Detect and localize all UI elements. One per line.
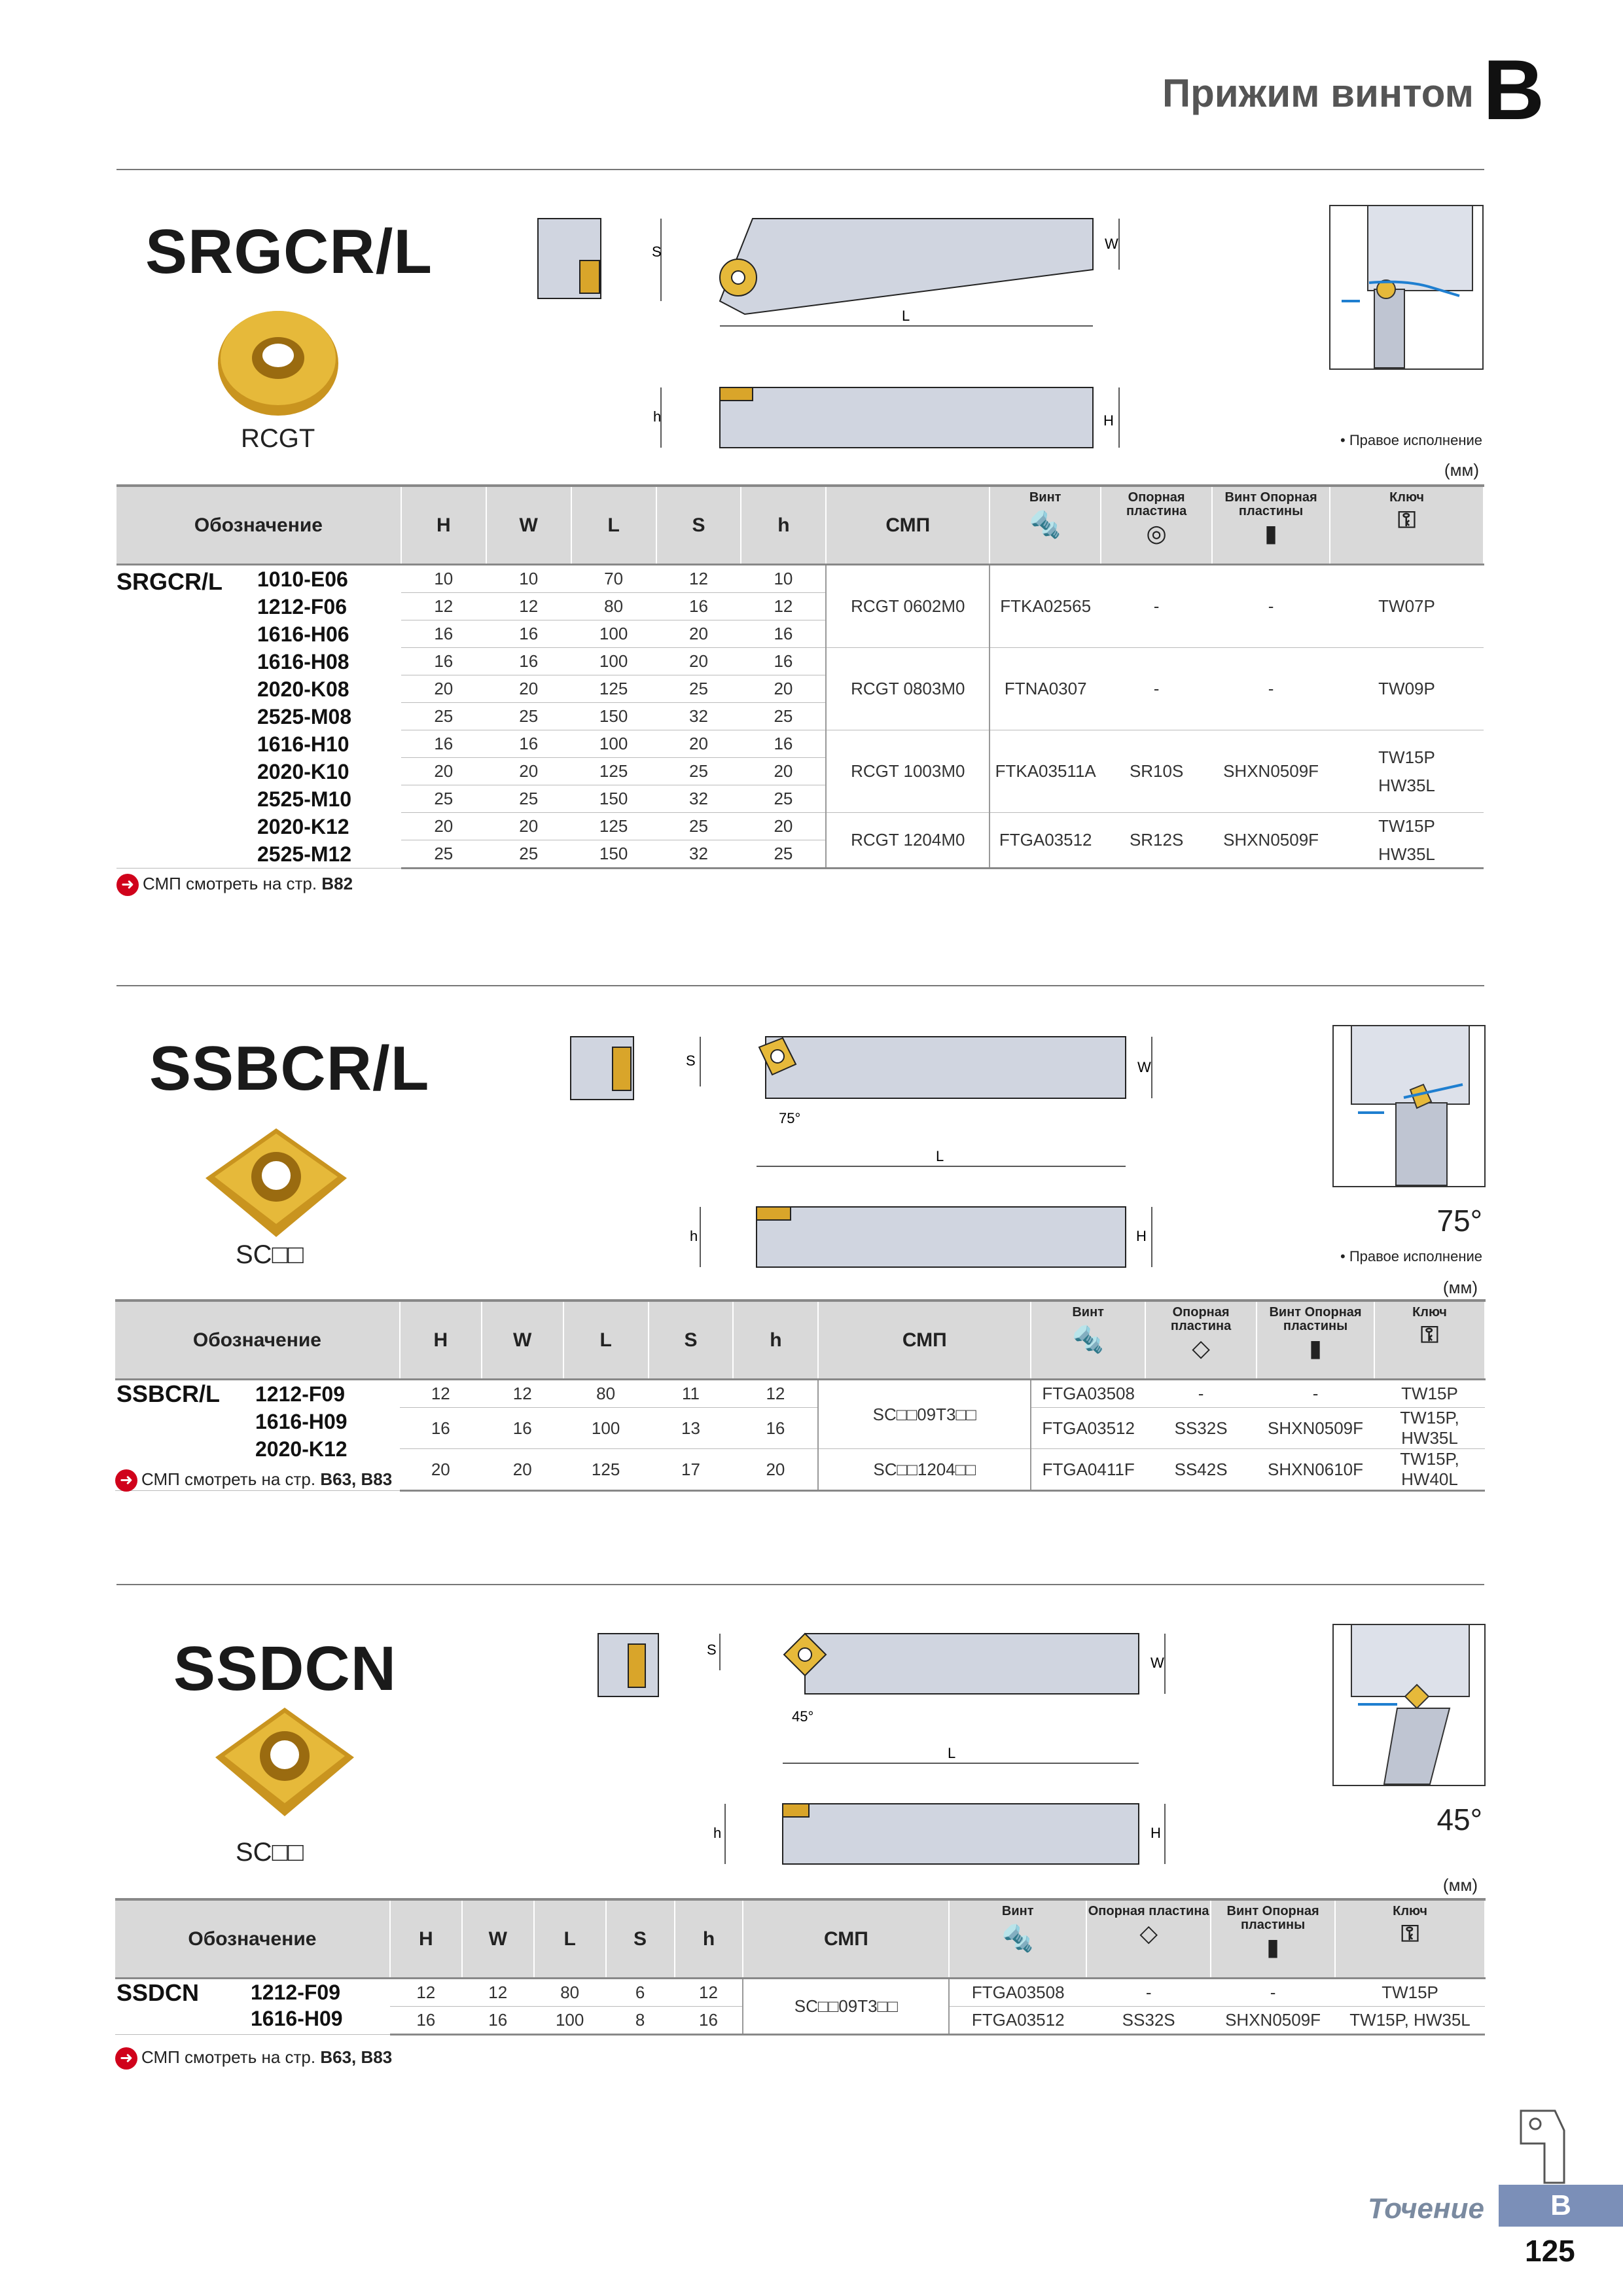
divider [116, 169, 1484, 170]
section-letter: B [1483, 42, 1544, 137]
execution-note: • Правое исполнение [1340, 432, 1482, 448]
dim-w-label: W [1105, 236, 1118, 252]
insert-label: SC□□ [236, 1838, 304, 1867]
designation: 1616-H06 [257, 622, 349, 646]
seat-plate-icon: ◎ [1146, 520, 1167, 547]
dim-w-label: W [1150, 1655, 1164, 1671]
designation: 2020-K10 [257, 760, 349, 783]
designation: 2020-K12 [257, 815, 349, 838]
spec-table-ssdcn: Обозначение H W L S h СМП Винт 🔩 Опорная пластина ◇ Винт Опорная пластины ▮ Ключ ⚿ SSDCN 1212-F09 1616-H09 12 12 80 6 12 SC□□09T3□□ FTGA03508 - - TW15P 16 16 100 8 16 FTGA03512 SS32S SHXN0509F TW15P, HW35L [115, 1898, 1486, 2036]
screw-icon: 🔩 [1029, 511, 1062, 539]
designation: 2020-K08 [257, 677, 349, 701]
designation: 2525-M10 [257, 787, 352, 811]
application-diagram-ssdcn [1332, 1623, 1486, 1787]
insert-label: RCGT [241, 424, 315, 453]
insert-reference[interactable]: ➜ СМП смотреть на стр. B82 [116, 874, 353, 896]
dim-h-label: h [690, 1228, 698, 1244]
dim-s-label: S [652, 243, 662, 260]
col-S: S [656, 486, 741, 565]
arrow-right-icon: ➜ [115, 2047, 137, 2070]
col-seat: Опорная пластина ◇ [1086, 1899, 1211, 1979]
series-label: SRGCR/L [116, 568, 223, 595]
approach-angle: 75° [1436, 1204, 1482, 1238]
insert-image-rcgt [213, 298, 344, 422]
holder-drawing-ssbcr [563, 1028, 1178, 1276]
col-seat-screw: Винт Опорная пластины ▮ [1257, 1300, 1374, 1380]
insert-code: SC□□09T3□□ [743, 1979, 949, 2035]
series-label: SSDCN [116, 1979, 200, 2006]
application-diagram-srgcr [1329, 204, 1486, 372]
application-diagram-ssbcr [1332, 1024, 1486, 1188]
col-H: H [390, 1899, 462, 1979]
col-screw: Винт 🔩 [1031, 1300, 1145, 1380]
arrow-right-icon: ➜ [116, 874, 139, 896]
angle-label: 75° [779, 1110, 801, 1126]
spec-table-srgcr: Обозначение H W L S h СМП Винт 🔩 Опорная пластина ◎ Винт Опорная пластины ▮ Ключ ⚿ SRGCR/L 1010-E06 1212-F06 1616-H06 1616-H08 2020-K08 2525-M08 1616-H10 2020-K10 2525-M10 2020-K12 2525-M12 10 10 70 12 10 RCGT 0602M0 FTKA02565 - - TW07P 12 12 80 16 12 16 16 100 20 16 16 16 100 20 16 RCGT 0803M0 FTNA0307 - - TW09P 20 20 125 25 20 25 25 150 32 25 16 16 100 20 16 RCGT 1003M0 FTKA03511A SR10S SHXN0509F TW15P HW35L 20 20 125 25 20 25 25 150 32 25 20 20 125 25 20 RCGT 1204M0 FTGA03512 SR12S SHXN0509F TW15P HW35L 25 25 150 32 25 [116, 484, 1484, 869]
unit-label: (мм) [1442, 1278, 1478, 1297]
dim-H-label: H [1150, 1825, 1161, 1841]
designation: 1212-F06 [257, 595, 347, 619]
insert-reference[interactable]: ➜ СМП смотреть на стр. B63, B83 [115, 2047, 392, 2070]
col-H: H [401, 486, 486, 565]
col-seat-screw: Винт Опорная пластины ▮ [1212, 486, 1330, 565]
spec-table-ssbcr: Обозначение H W L S h СМП Винт 🔩 Опорная пластина ◇ Винт Опорная пластины ▮ Ключ ⚿ SSBCR/L 1212-F09 1616-H09 2020-K12 12 12 80 11 12 SC□□09T3□□ FTGA03508 - - TW15P 16 16 100 13 16 FTGA03512 SS32S SHXN0509F TW15P, HW35L 20 20 125 17 20 SC□□1204□□ FTGA0411F SS42S SHXN0610F TW15P, HW40L [115, 1299, 1486, 1492]
screw-icon: 🔩 [1071, 1325, 1105, 1354]
designation: 1616-H09 [255, 1410, 348, 1433]
insert-code: RCGT 1003M0 [826, 730, 990, 813]
col-L: L [534, 1899, 606, 1979]
dim-s-label: S [686, 1052, 696, 1069]
dim-H-label: H [1136, 1228, 1147, 1244]
col-designation: Обозначение [115, 1300, 400, 1380]
col-insert: СМП [818, 1300, 1031, 1380]
key-icon: ⚿ [1400, 1920, 1419, 1946]
col-insert: СМП [826, 486, 990, 565]
col-L: L [571, 486, 656, 565]
designation: 2525-M12 [257, 842, 352, 866]
angle-label: 45° [792, 1708, 814, 1725]
designation: 2020-K12 [255, 1437, 348, 1461]
col-designation: Обозначение [115, 1899, 390, 1979]
holder-drawing-ssdcn [589, 1624, 1191, 1873]
insert-code: SC□□1204□□ [818, 1449, 1031, 1491]
series-label: SSBCR/L [116, 1380, 221, 1407]
col-key: Ключ ⚿ [1335, 1899, 1485, 1979]
col-h: h [733, 1300, 818, 1380]
seat-screw-icon: ▮ [1264, 520, 1277, 547]
col-W: W [486, 486, 571, 565]
insert-image-sc [213, 1705, 357, 1820]
key-icon: ⚿ [1420, 1321, 1439, 1348]
col-insert: СМП [743, 1899, 949, 1979]
footer-section-tab[interactable]: B [1499, 2185, 1623, 2227]
seat-screw-icon: ▮ [1309, 1335, 1322, 1361]
insert-label: SC□□ [236, 1240, 304, 1269]
col-h: h [675, 1899, 743, 1979]
col-L: L [563, 1300, 649, 1380]
designation: 1616-H08 [257, 650, 349, 673]
dim-w-label: W [1137, 1059, 1151, 1075]
designation: 2525-M08 [257, 705, 352, 728]
product-name: SSBCR/L [149, 1033, 430, 1103]
dim-l-label: L [902, 308, 910, 324]
insert-code: SC□□09T3□□ [818, 1380, 1031, 1449]
seat-plate-icon: ◇ [1139, 1920, 1158, 1946]
col-seat: Опорная пластина ◎ [1101, 486, 1212, 565]
col-S: S [649, 1300, 734, 1380]
product-name: SRGCR/L [145, 217, 433, 287]
col-W: W [462, 1899, 534, 1979]
col-seat-screw: Винт Опорная пластины ▮ [1211, 1899, 1335, 1979]
designation: 1616-H10 [257, 732, 349, 756]
col-key: Ключ ⚿ [1330, 486, 1484, 565]
col-W: W [482, 1300, 563, 1380]
col-key: Ключ ⚿ [1374, 1300, 1485, 1380]
col-screw: Винт 🔩 [949, 1899, 1086, 1979]
designation: 1010-E06 [257, 567, 348, 591]
divider [116, 985, 1484, 986]
insert-code: RCGT 0803M0 [826, 648, 990, 730]
insert-reference[interactable]: ➜ СМП смотреть на стр. B63, B83 [115, 1469, 392, 1492]
col-H: H [400, 1300, 482, 1380]
unit-label: (мм) [1442, 1875, 1478, 1895]
col-seat: Опорная пластина ◇ [1145, 1300, 1257, 1380]
seat-screw-icon: ▮ [1266, 1933, 1279, 1960]
page-header-title: Прижим винтом [1162, 71, 1474, 115]
page-number: 125 [1525, 2234, 1575, 2268]
execution-note: • Правое исполнение [1340, 1248, 1482, 1265]
arrow-right-icon: ➜ [115, 1469, 137, 1492]
dim-s-label: S [707, 1641, 717, 1658]
designation: 1212-F09 [255, 1382, 345, 1406]
dim-l-label: L [948, 1745, 956, 1761]
insert-image-sc [203, 1126, 350, 1240]
unit-label: (мм) [1444, 460, 1479, 480]
approach-angle: 45° [1436, 1803, 1482, 1837]
holder-drawing-srgcr [530, 209, 1145, 458]
turning-tool-icon [1505, 2104, 1577, 2189]
insert-code: RCGT 1204M0 [826, 813, 990, 869]
dim-h-label: h [713, 1825, 722, 1841]
product-name: SSDCN [173, 1634, 397, 1704]
dim-l-label: L [936, 1148, 944, 1164]
dim-h-label: h [653, 408, 662, 425]
dim-H-label: H [1103, 412, 1114, 429]
screw-icon: 🔩 [1001, 1924, 1035, 1953]
col-screw: Винт 🔩 [990, 486, 1101, 565]
key-icon: ⚿ [1397, 506, 1416, 533]
col-h: h [741, 486, 826, 565]
footer-section-word: Точение [1368, 2193, 1484, 2225]
designation: 1212-F09 [251, 1981, 340, 2004]
col-S: S [606, 1899, 675, 1979]
col-designation: Обозначение [116, 486, 401, 565]
divider [116, 1584, 1484, 1585]
insert-code: RCGT 0602M0 [826, 565, 990, 648]
seat-plate-icon: ◇ [1192, 1335, 1210, 1361]
designation: 1616-H09 [251, 2007, 343, 2030]
